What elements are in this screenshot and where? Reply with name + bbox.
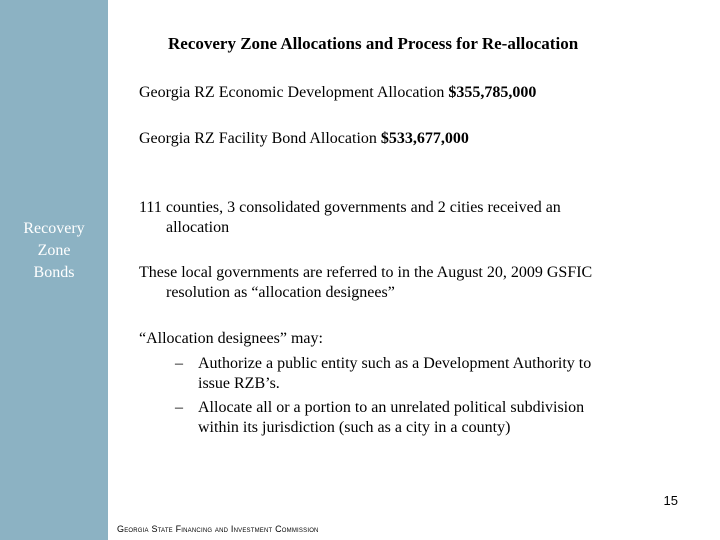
paragraph-line: These local governments are referred to in the August 20, 2009 GSFIC — [139, 264, 593, 281]
dash-bullet: – — [175, 399, 183, 416]
allocation-label: Georgia RZ Facility Bond Allocation — [139, 130, 377, 147]
allocation-amount: $355,785,000 — [448, 84, 537, 101]
designees-intro: “Allocation designees” may: — [139, 330, 323, 347]
allocation-amount: $533,677,000 — [380, 130, 469, 147]
designee-item — [175, 398, 665, 438]
item-line: Allocate all or a portion to an unrelated political subdivision — [198, 399, 585, 416]
allocation-facility-bond — [139, 130, 469, 148]
allocation-economic-development — [139, 84, 536, 102]
paragraph-line-cont: allocation — [166, 219, 230, 236]
sidebar-label-line: Recovery — [23, 220, 85, 237]
item-line-cont: issue RZB’s. — [198, 375, 280, 392]
footer: Georgia State Financing and Investment Commission — [117, 524, 319, 534]
item-line: Authorize a public entity such as a Development Authority to — [198, 355, 592, 372]
item-line-cont: within its jurisdiction (such as a city in a county) — [198, 419, 511, 436]
designee-item — [175, 354, 665, 394]
sidebar-label-line: Zone — [37, 242, 71, 259]
dash-bullet: – — [175, 355, 183, 372]
page-title: Recovery Zone Allocations and Process for Re-allocation — [168, 34, 579, 53]
allocation-label: Georgia RZ Economic Development Allocation — [139, 84, 445, 101]
sidebar-label-line: Bonds — [33, 264, 75, 281]
sidebar-label — [0, 218, 108, 284]
paragraph-line: 111 counties, 3 consolidated governments and 2 cities received an — [139, 199, 561, 216]
paragraph-designees-definition — [139, 263, 679, 303]
paragraph-line-cont: resolution as “allocation designees” — [166, 284, 395, 301]
page-number: 15 — [663, 493, 678, 508]
paragraph-recipients — [139, 198, 679, 238]
sidebar — [0, 0, 108, 540]
